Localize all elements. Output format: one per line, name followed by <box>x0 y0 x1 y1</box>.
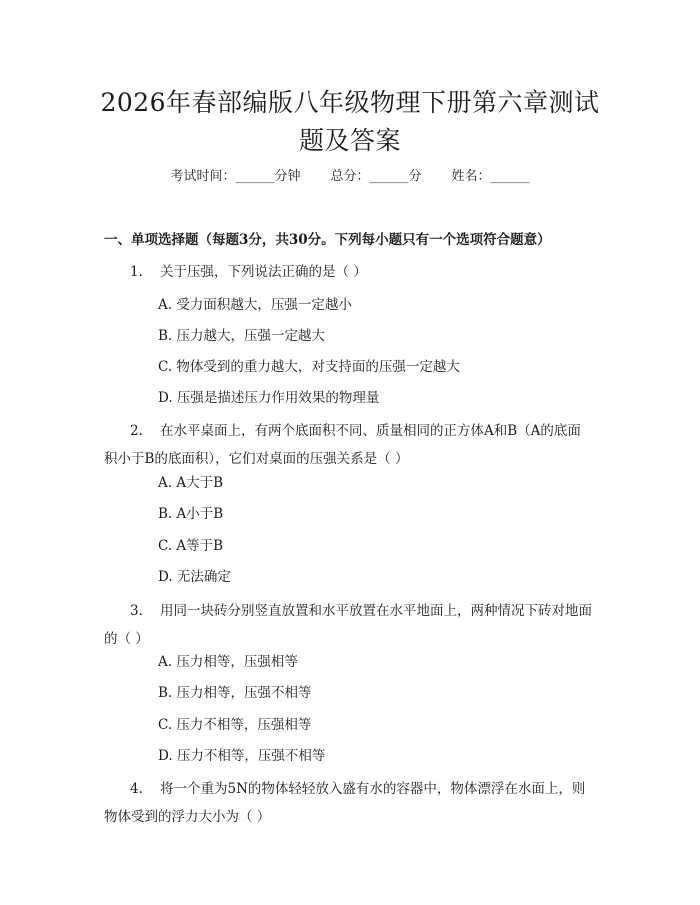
question-number: 3. <box>130 603 143 619</box>
question-number: 4. <box>130 781 143 797</box>
exam-score: 总分：______分 <box>330 169 422 184</box>
option: D. 压强是描述压力作用效果的物理量 <box>158 390 380 406</box>
option: C. 物体受到的重力越大，对支持面的压强一定越大 <box>158 359 460 375</box>
exam-time: 考试时间：______分钟 <box>170 169 301 184</box>
section-heading: 一、单项选择题（每题3分，共30分。下列每小题只有一个选项符合题意） <box>104 232 551 248</box>
question-text: 将一个重为5N的物体轻轻放入盛有水的容器中，物体漂浮在水面上，则物体受到的浮力大小为（ ） <box>104 781 586 825</box>
exam-info <box>0 167 700 187</box>
question-2 <box>104 417 594 473</box>
option: D. 压力不相等，压强不相等 <box>158 748 326 764</box>
question-number: 1. <box>130 264 143 280</box>
option: C. 压力不相等，压强相等 <box>158 717 312 733</box>
exam-name: 姓名：______ <box>451 169 530 184</box>
question-4 <box>104 775 594 831</box>
question-1 <box>104 258 594 286</box>
question-text: 关于压强，下列说法正确的是（ ） <box>160 264 367 280</box>
question-text: 在水平桌面上，有两个底面积不同、质量相同的正方体A和B（A的底面积小于B的底面积），它们对桌面的压强关系是（ ） <box>104 423 581 467</box>
title-line-2: 题及答案 <box>298 126 401 155</box>
title-line-1: 2026年春部编版八年级物理下册第六章测试 <box>100 88 600 117</box>
document-title <box>0 84 700 160</box>
option: C. A等于B <box>158 538 224 554</box>
question-number: 2. <box>130 423 143 439</box>
option: A. 压力相等，压强相等 <box>158 654 298 670</box>
question-text: 用同一块砖分别竖直放置和水平放置在水平地面上，两种情况下砖对地面的（ ） <box>104 603 592 647</box>
option: A. A大于B <box>158 475 224 491</box>
option: B. 压力相等，压强不相等 <box>158 685 312 701</box>
option: D. 无法确定 <box>158 569 231 585</box>
option: B. A小于B <box>158 506 224 522</box>
option: A. 受力面积越大，压强一定越小 <box>158 297 352 313</box>
option: B. 压力越大，压强一定越大 <box>158 328 326 344</box>
question-3 <box>104 597 594 653</box>
